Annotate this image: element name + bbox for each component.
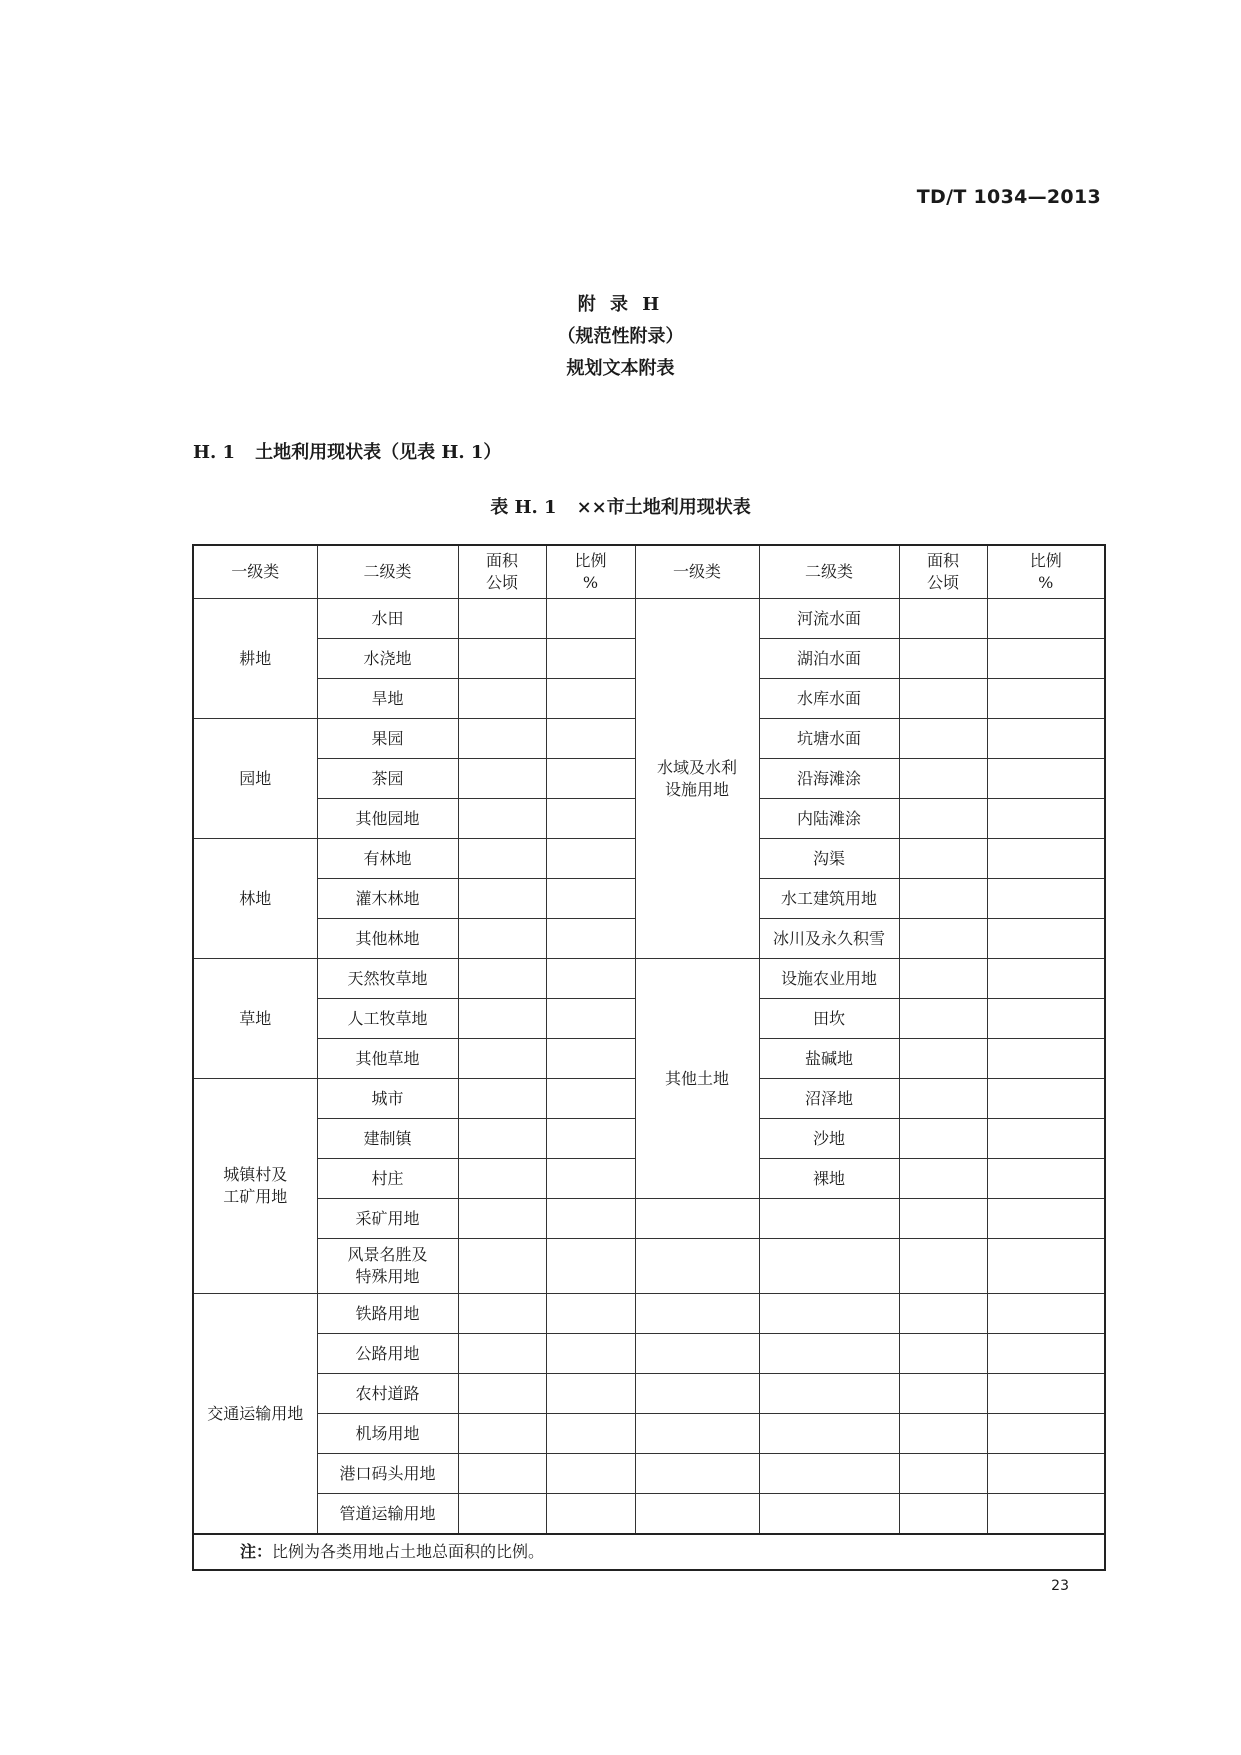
note-label: 注： <box>240 1542 273 1562</box>
header-level1-right: 一级类 <box>635 545 759 599</box>
subcategory-cell: 采矿用地 <box>317 1199 458 1239</box>
table-row <box>193 1239 1105 1294</box>
subcategory-cell: 湖泊水面 <box>759 639 899 679</box>
area-cell[interactable] <box>458 1079 546 1119</box>
area-cell[interactable] <box>899 999 987 1039</box>
ratio-cell[interactable] <box>987 1414 1105 1454</box>
area-cell[interactable] <box>458 1039 546 1079</box>
standard-code: TD/T 1034—2013 <box>916 186 1101 208</box>
ratio-cell[interactable] <box>546 639 635 679</box>
subcategory-cell: 农村道路 <box>317 1374 458 1414</box>
ratio-cell[interactable] <box>546 1414 635 1454</box>
empty-cell <box>635 1414 759 1454</box>
empty-cell <box>759 1334 899 1374</box>
ratio-cell[interactable] <box>987 1239 1105 1294</box>
subcategory-cell: 河流水面 <box>759 599 899 639</box>
ratio-cell[interactable] <box>546 679 635 719</box>
section-title: 土地利用现状表（见表 H. 1） <box>255 442 502 463</box>
area-cell[interactable] <box>899 1119 987 1159</box>
ratio-cell[interactable] <box>546 1239 635 1294</box>
ratio-cell[interactable] <box>987 1294 1105 1334</box>
subcategory-cell: 冰川及永久积雪 <box>759 919 899 959</box>
category-forest: 林地 <box>193 839 317 959</box>
area-cell[interactable] <box>899 1374 987 1414</box>
ratio-cell[interactable] <box>546 1454 635 1494</box>
ratio-cell[interactable] <box>987 759 1105 799</box>
table-caption-number: 表 H. 1 <box>490 497 557 518</box>
ratio-cell[interactable] <box>987 959 1105 999</box>
appendix-type: （规范性附录） <box>557 326 684 347</box>
table-row <box>193 1454 1105 1494</box>
table-row <box>193 1414 1105 1454</box>
area-cell[interactable] <box>899 879 987 919</box>
subcategory-cell: 管道运输用地 <box>317 1494 458 1535</box>
ratio-cell[interactable] <box>546 719 635 759</box>
header-level2-right: 二级类 <box>759 545 899 599</box>
area-cell[interactable] <box>458 1494 546 1535</box>
area-cell[interactable] <box>458 1294 546 1334</box>
empty-cell <box>635 1239 759 1294</box>
ratio-cell[interactable] <box>546 1039 635 1079</box>
area-cell[interactable] <box>899 1159 987 1199</box>
ratio-cell[interactable] <box>987 639 1105 679</box>
empty-cell <box>635 1199 759 1239</box>
category-cultivated: 耕地 <box>193 599 317 719</box>
appendix-label: 附 录 H <box>577 294 664 315</box>
subcategory-cell: 铁路用地 <box>317 1294 458 1334</box>
ratio-cell[interactable] <box>546 599 635 639</box>
subcategory-cell: 旱地 <box>317 679 458 719</box>
area-cell[interactable] <box>899 679 987 719</box>
area-cell[interactable] <box>458 1334 546 1374</box>
table-note-row <box>193 1534 1105 1570</box>
subcategory-cell: 沟渠 <box>759 839 899 879</box>
table-row <box>193 1334 1105 1374</box>
area-cell[interactable] <box>458 639 546 679</box>
table-caption <box>0 493 1241 519</box>
empty-cell <box>759 1239 899 1294</box>
empty-cell <box>759 1494 899 1535</box>
area-cell[interactable] <box>458 919 546 959</box>
category-transport: 交通运输用地 <box>193 1294 317 1535</box>
category-garden: 园地 <box>193 719 317 839</box>
area-cell[interactable] <box>458 999 546 1039</box>
category-urban-mining: 城镇村及 工矿用地 <box>193 1079 317 1294</box>
note-text: 比例为各类用地占土地总面积的比例。 <box>272 1542 545 1562</box>
ratio-cell[interactable] <box>987 1454 1105 1494</box>
category-water: 水域及水利 设施用地 <box>635 599 759 959</box>
table-row <box>193 1494 1105 1535</box>
empty-cell <box>635 1374 759 1414</box>
area-cell[interactable] <box>899 1414 987 1454</box>
ratio-cell[interactable] <box>987 1119 1105 1159</box>
subcategory-cell: 沿海滩涂 <box>759 759 899 799</box>
empty-cell <box>635 1294 759 1334</box>
ratio-cell[interactable] <box>546 1294 635 1334</box>
table-caption-title: ××市土地利用现状表 <box>576 497 751 518</box>
subcategory-cell: 村庄 <box>317 1159 458 1199</box>
table-row <box>193 959 1105 999</box>
area-cell[interactable] <box>458 879 546 919</box>
header-area-left: 面积 公顷 <box>458 545 546 599</box>
subcategory-cell: 内陆滩涂 <box>759 799 899 839</box>
area-cell[interactable] <box>458 839 546 879</box>
land-use-table <box>192 544 1106 1571</box>
header-ratio-left: 比例 % <box>546 545 635 599</box>
subcategory-cell: 沙地 <box>759 1119 899 1159</box>
empty-cell <box>635 1494 759 1535</box>
subcategory-cell: 果园 <box>317 719 458 759</box>
ratio-cell[interactable] <box>546 959 635 999</box>
area-cell[interactable] <box>458 1414 546 1454</box>
area-cell[interactable] <box>458 759 546 799</box>
ratio-cell[interactable] <box>546 919 635 959</box>
area-cell[interactable] <box>458 1119 546 1159</box>
area-cell[interactable] <box>899 1239 987 1294</box>
subcategory-cell: 水库水面 <box>759 679 899 719</box>
ratio-cell[interactable] <box>987 1079 1105 1119</box>
subcategory-cell: 水田 <box>317 599 458 639</box>
ratio-cell[interactable] <box>546 999 635 1039</box>
subcategory-cell: 水工建筑用地 <box>759 879 899 919</box>
empty-cell <box>759 1414 899 1454</box>
subcategory-cell: 人工牧草地 <box>317 999 458 1039</box>
subcategory-cell: 城市 <box>317 1079 458 1119</box>
area-cell[interactable] <box>458 599 546 639</box>
ratio-cell[interactable] <box>546 799 635 839</box>
ratio-cell[interactable] <box>546 1494 635 1535</box>
subcategory-cell: 设施农业用地 <box>759 959 899 999</box>
area-cell[interactable] <box>899 919 987 959</box>
area-cell[interactable] <box>899 599 987 639</box>
area-cell[interactable] <box>458 679 546 719</box>
subcategory-cell: 水浇地 <box>317 639 458 679</box>
area-cell[interactable] <box>899 799 987 839</box>
area-cell[interactable] <box>458 1239 546 1294</box>
ratio-cell[interactable] <box>987 1494 1105 1535</box>
table-row <box>193 1374 1105 1414</box>
ratio-cell[interactable] <box>987 1199 1105 1239</box>
ratio-cell[interactable] <box>987 799 1105 839</box>
area-cell[interactable] <box>899 1079 987 1119</box>
table-row <box>193 1199 1105 1239</box>
subcategory-cell: 其他林地 <box>317 919 458 959</box>
page-number: 23 <box>1051 1578 1069 1594</box>
ratio-cell[interactable] <box>546 1199 635 1239</box>
empty-cell <box>759 1374 899 1414</box>
table-note <box>193 1534 1105 1570</box>
ratio-cell[interactable] <box>987 919 1105 959</box>
subcategory-cell: 田坎 <box>759 999 899 1039</box>
ratio-cell[interactable] <box>987 599 1105 639</box>
area-cell[interactable] <box>458 1374 546 1414</box>
section-heading <box>193 438 501 464</box>
ratio-cell[interactable] <box>987 999 1105 1039</box>
area-cell[interactable] <box>899 1454 987 1494</box>
subcategory-cell: 其他草地 <box>317 1039 458 1079</box>
ratio-cell[interactable] <box>987 839 1105 879</box>
subcategory-cell: 裸地 <box>759 1159 899 1199</box>
area-cell[interactable] <box>458 799 546 839</box>
table-row <box>193 1294 1105 1334</box>
ratio-cell[interactable] <box>987 679 1105 719</box>
section-number: H. 1 <box>193 442 236 463</box>
area-cell[interactable] <box>899 959 987 999</box>
header-ratio-right: 比例 % <box>987 545 1105 599</box>
subcategory-cell: 盐碱地 <box>759 1039 899 1079</box>
ratio-cell[interactable] <box>546 1334 635 1374</box>
ratio-cell[interactable] <box>987 1374 1105 1414</box>
header-level1-left: 一级类 <box>193 545 317 599</box>
subcategory-cell: 风景名胜及 特殊用地 <box>317 1239 458 1294</box>
ratio-cell[interactable] <box>546 1079 635 1119</box>
subcategory-cell: 公路用地 <box>317 1334 458 1374</box>
subcategory-cell: 其他园地 <box>317 799 458 839</box>
ratio-cell[interactable] <box>546 839 635 879</box>
table-row <box>193 599 1105 639</box>
subcategory-cell: 有林地 <box>317 839 458 879</box>
area-cell[interactable] <box>899 759 987 799</box>
area-cell[interactable] <box>458 1454 546 1494</box>
area-cell[interactable] <box>458 959 546 999</box>
subcategory-cell: 港口码头用地 <box>317 1454 458 1494</box>
area-cell[interactable] <box>899 1334 987 1374</box>
appendix-title: 规划文本附表 <box>566 358 675 379</box>
empty-cell <box>635 1334 759 1374</box>
subcategory-cell: 机场用地 <box>317 1414 458 1454</box>
ratio-cell[interactable] <box>546 1374 635 1414</box>
table-header-row <box>193 545 1105 599</box>
empty-cell <box>759 1199 899 1239</box>
empty-cell <box>635 1454 759 1494</box>
ratio-cell[interactable] <box>546 879 635 919</box>
subcategory-cell: 建制镇 <box>317 1119 458 1159</box>
subcategory-cell: 天然牧草地 <box>317 959 458 999</box>
ratio-cell[interactable] <box>987 879 1105 919</box>
category-other-land: 其他土地 <box>635 959 759 1199</box>
ratio-cell[interactable] <box>546 1159 635 1199</box>
subcategory-cell: 灌木林地 <box>317 879 458 919</box>
area-cell[interactable] <box>899 639 987 679</box>
subcategory-cell: 茶园 <box>317 759 458 799</box>
ratio-cell[interactable] <box>987 1334 1105 1374</box>
area-cell[interactable] <box>899 1294 987 1334</box>
area-cell[interactable] <box>899 839 987 879</box>
empty-cell <box>759 1454 899 1494</box>
subcategory-cell: 坑塘水面 <box>759 719 899 759</box>
area-cell[interactable] <box>899 1199 987 1239</box>
ratio-cell[interactable] <box>987 1039 1105 1079</box>
area-cell[interactable] <box>458 1159 546 1199</box>
subcategory-cell: 沼泽地 <box>759 1079 899 1119</box>
header-level2-left: 二级类 <box>317 545 458 599</box>
ratio-cell[interactable] <box>546 759 635 799</box>
area-cell[interactable] <box>899 1039 987 1079</box>
ratio-cell[interactable] <box>987 1159 1105 1199</box>
area-cell[interactable] <box>458 719 546 759</box>
area-cell[interactable] <box>458 1199 546 1239</box>
ratio-cell[interactable] <box>546 1119 635 1159</box>
ratio-cell[interactable] <box>987 719 1105 759</box>
area-cell[interactable] <box>899 1494 987 1535</box>
category-grassland: 草地 <box>193 959 317 1079</box>
area-cell[interactable] <box>899 719 987 759</box>
empty-cell <box>759 1294 899 1334</box>
header-area-right: 面积 公顷 <box>899 545 987 599</box>
